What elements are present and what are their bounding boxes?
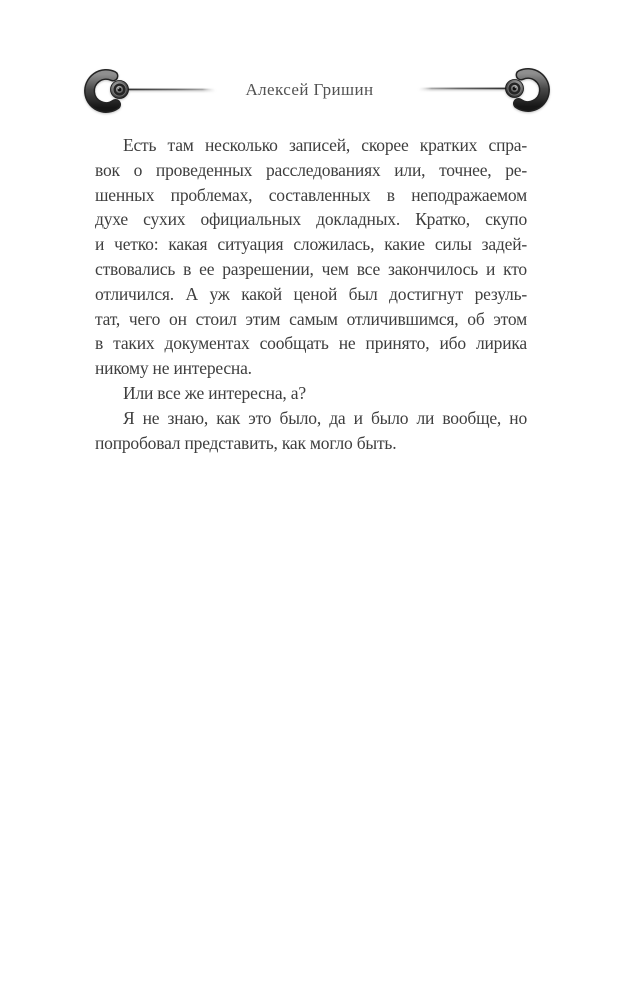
- text-line: ствовались в ее разрешении, чем все закончилось и кто: [95, 258, 527, 279]
- text-line: шенных проблемах, составленных в неподражаемом: [95, 184, 527, 205]
- text-line: и четко: какая ситуация сложилась, какие силы задей-: [95, 234, 527, 255]
- ornament-right-icon: [416, 63, 551, 119]
- text-line: никому не интересна.: [95, 358, 252, 379]
- text-line: Я не знаю, как это было, да и было ли вообще, но: [123, 407, 527, 428]
- text-line: попробовал представить, как могло быть.: [95, 432, 397, 453]
- text-line: в таких документах сообщать не принято, ибо лирика: [95, 333, 527, 354]
- text-line: вок о проведенных расследованиях или, точнее, ре-: [95, 159, 527, 180]
- text-line: отличился. А уж какой ценой был достигнут резуль-: [95, 283, 527, 304]
- text-line: Есть там несколько записей, скорее кратких спра-: [123, 135, 527, 155]
- author-running-head: Алексей Гришин: [245, 80, 374, 99]
- text-line: духе сухих официальных докладных. Кратко, скупо: [95, 209, 527, 230]
- body-text: [95, 133, 527, 455]
- text-line: Или все же интересна, а?: [123, 382, 306, 403]
- text-line: тат, чего он стоил этим самым отличившимся, об этом: [95, 308, 527, 329]
